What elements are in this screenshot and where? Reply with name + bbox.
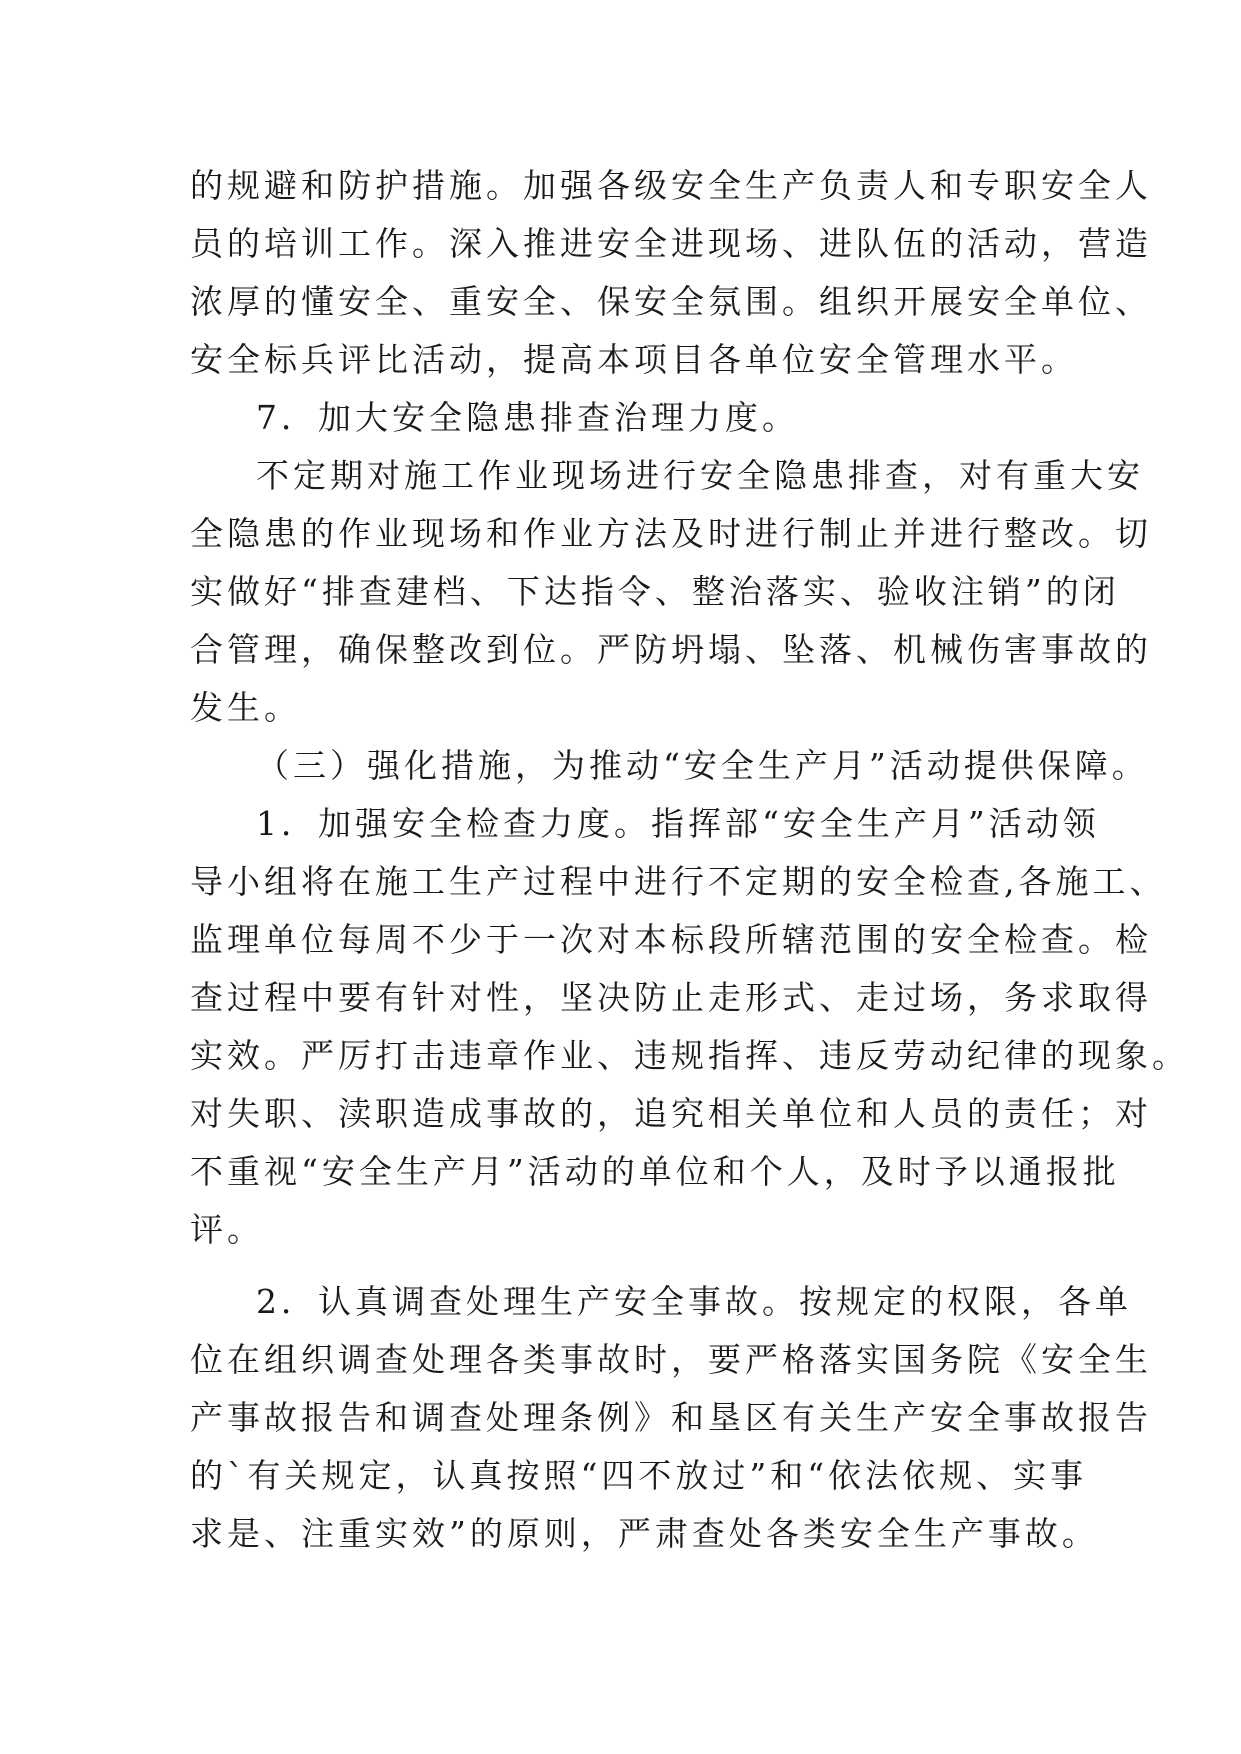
section-heading: （三）强化措施，为推动“安全生产月”活动提供保障。 bbox=[256, 746, 1149, 785]
text-line: 安全标兵评比活动，提高本项目各单位安全管理水平。 bbox=[190, 340, 1078, 379]
text-line: 的`有关规定，认真按照“四不放过”和“依法依规、实事 bbox=[190, 1456, 1088, 1495]
text-line: 的规避和防护措施。加强各级安全生产负责人和专职安全人 bbox=[190, 166, 1152, 205]
text-line: 1．加强安全检查力度。指挥部“安全生产月”活动领 bbox=[256, 804, 1100, 843]
text-line: 不重视“安全生产月”活动的单位和个人，及时予以通报批 bbox=[190, 1152, 1120, 1191]
text-line: 实效。严厉打击违章作业、违规指挥、违反劳动纪律的现象。 bbox=[190, 1036, 1189, 1075]
text-line: 位在组织调查处理各类事故时，要严格落实国务院《安全生 bbox=[190, 1340, 1152, 1379]
text-line: 浓厚的懂安全、重安全、保安全氛围。组织开展安全单位、 bbox=[190, 282, 1152, 321]
text-line: 合管理，确保整改到位。严防坍塌、坠落、机械伤害事故的 bbox=[190, 630, 1152, 669]
text-line: 实做好“排查建档、下达指令、整治落实、验收注销”的闭 bbox=[190, 572, 1120, 611]
text-line: 求是、注重实效”的原则，严肃查处各类安全生产事故。 bbox=[190, 1514, 1099, 1553]
text-line: 监理单位每周不少于一次对本标段所辖范围的安全检查。检 bbox=[190, 920, 1152, 959]
text-line: 评。 bbox=[190, 1210, 264, 1249]
text-line: 查过程中要有针对性，坚决防止走形式、走过场，务求取得 bbox=[190, 978, 1152, 1017]
text-line: 导小组将在施工生产过程中进行不定期的安全检查,各施工、 bbox=[190, 862, 1167, 901]
text-line: 2．认真调查处理生产安全事故。按规定的权限，各单 bbox=[256, 1282, 1132, 1321]
text-line: 对失职、渎职造成事故的，追究相关单位和人员的责任；对 bbox=[190, 1094, 1152, 1133]
item-heading: 7．加大安全隐患排查治理力度。 bbox=[256, 398, 799, 437]
text-line: 发生。 bbox=[190, 688, 301, 727]
text-line: 不定期对施工作业现场进行安全隐患排查，对有重大安 bbox=[256, 456, 1144, 495]
text-line: 全隐患的作业现场和作业方法及时进行制止并进行整改。切 bbox=[190, 514, 1152, 553]
text-line: 员的培训工作。深入推进安全进现场、进队伍的活动，营造 bbox=[190, 224, 1152, 263]
text-line: 产事故报告和调查处理条例》和垦区有关生产安全事故报告 bbox=[190, 1398, 1152, 1437]
